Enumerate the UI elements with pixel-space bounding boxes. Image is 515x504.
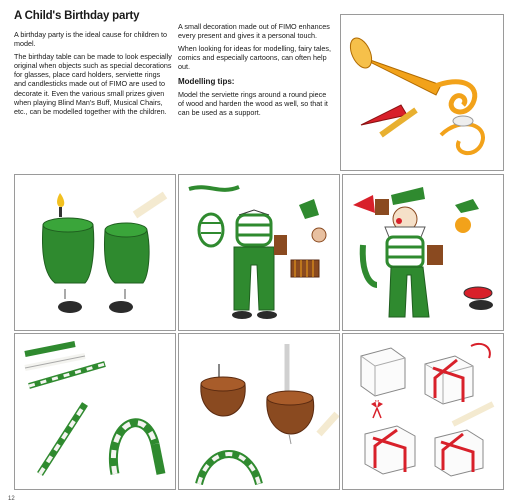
illustration-musician-parts bbox=[178, 174, 340, 331]
intro-paragraph: A birthday party is the ideal cause for children to model. bbox=[14, 30, 168, 49]
illustration-twisted-rolls bbox=[14, 333, 176, 490]
decoration-paragraph: A small decoration made out of FIMO enhances every present and gives it a personal touch. bbox=[178, 22, 330, 41]
page-number: 12 bbox=[8, 496, 15, 502]
body-paragraph: The birthday table can be made to look especially original when objects such as special decorations for glasses, place card holders, serviette rings and candlesticks made out of FIMO are used to decorate it. Even the various small prizes given when playing Blind Man's Buff, Musical Chairs, etc., can be modelled together with the children. bbox=[14, 52, 172, 116]
text-column-right bbox=[178, 22, 334, 121]
illustration-candle bbox=[14, 174, 176, 331]
illustration-gift-boxes bbox=[342, 333, 504, 490]
ideas-paragraph: When looking for ideas for modelling, fairy tales, comics and especially cartoons, can often help out. bbox=[178, 44, 332, 72]
illustration-clown-musician bbox=[342, 174, 504, 331]
modelling-tips-heading: Modelling tips: bbox=[178, 77, 235, 87]
article-title: A Child's Birthday party bbox=[14, 10, 140, 22]
modelling-tips-text: Model the serviette rings around a round piece of wood and harden the wood as well, so that it can be used as a support. bbox=[178, 89, 328, 117]
illustration-bundt-moulds bbox=[178, 333, 340, 490]
illustration-trumpets bbox=[340, 14, 504, 171]
text-column-left bbox=[14, 30, 172, 120]
